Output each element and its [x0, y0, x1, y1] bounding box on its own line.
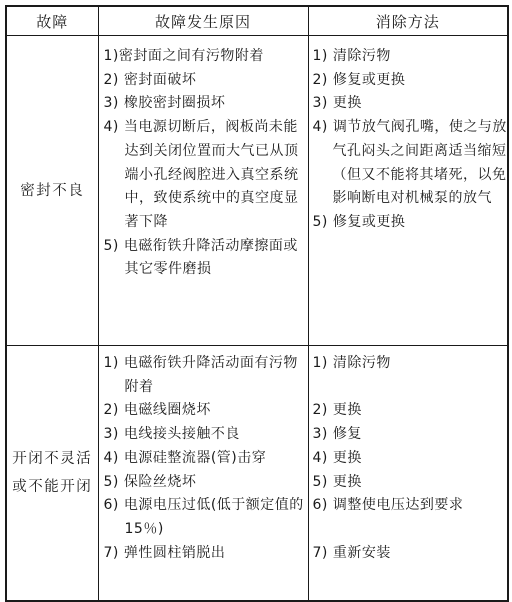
- remedy-item: 4) 更换: [312, 449, 362, 466]
- table-row: [6, 36, 508, 346]
- fault-table: [5, 5, 509, 602]
- remedy-list: [308, 346, 508, 601]
- remedy-item: 1) 清除污物: [312, 48, 391, 64]
- remedy-item: 3) 更换: [312, 95, 362, 112]
- cause-item: 3) 电线接头接触不良: [103, 426, 240, 443]
- remedy-list: [308, 36, 508, 346]
- fault-name: 开闭不灵活或不能开闭: [6, 346, 98, 601]
- remedy-item: 7) 重新安装: [312, 544, 391, 561]
- remedy-item: 2) 更换: [312, 402, 362, 419]
- cause-item: 3) 橡胶密封圈损坏: [103, 95, 226, 112]
- cause-item: 5) 保险丝烧坏: [103, 473, 197, 490]
- cause-list: [98, 36, 308, 346]
- cause-item: 7) 弹性圆柱销脱出: [103, 544, 226, 561]
- fault-name: 密封不良: [6, 36, 98, 346]
- remedy-item: 6) 调整使电压达到要求: [312, 497, 464, 514]
- cause-item: 4) 当电源切断后，阀板尚未能达到关闭位置而大气已从顶端小孔经阀腔进入真空系统中，致使系统中的真空度显著下降: [103, 119, 299, 230]
- remedy-item: 5) 修复或更换: [312, 213, 406, 230]
- remedy-item: 4) 调节放气阀孔嘴，使之与放气孔闷头之间距离适当缩短（但又不能将其堵死，以免影响断电对机械泵的放气: [312, 119, 507, 207]
- cause-item: 1) 电磁衔铁升降活动面有污物附着: [103, 355, 298, 395]
- remedy-item: 2) 修复或更换: [312, 71, 406, 88]
- cause-item: 5) 电磁衔铁升降活动摩擦面或其它零件磨损: [103, 237, 298, 278]
- header-remedy: 消除方法: [308, 6, 508, 36]
- remedy-item: 3) 修复: [312, 426, 362, 443]
- cause-item: 2) 密封面破坏: [103, 71, 197, 88]
- cause-list: [98, 346, 308, 601]
- cause-item: 2) 电磁线圈烧坏: [103, 402, 211, 419]
- remedy-item: 1) 清除污物: [312, 355, 391, 371]
- cause-item: 4) 电源硅整流器(管)击穿: [103, 449, 267, 466]
- header-cause: 故障发生原因: [98, 6, 308, 36]
- header-row: [6, 6, 508, 36]
- cause-item: 6) 电源电压过低(低于额定值的 15％): [103, 497, 304, 537]
- cause-item: 1)密封面之间有污物附着: [103, 48, 264, 64]
- remedy-item: 5) 更换: [312, 473, 362, 490]
- header-fault: 故障: [6, 6, 98, 36]
- table-row: [6, 346, 508, 601]
